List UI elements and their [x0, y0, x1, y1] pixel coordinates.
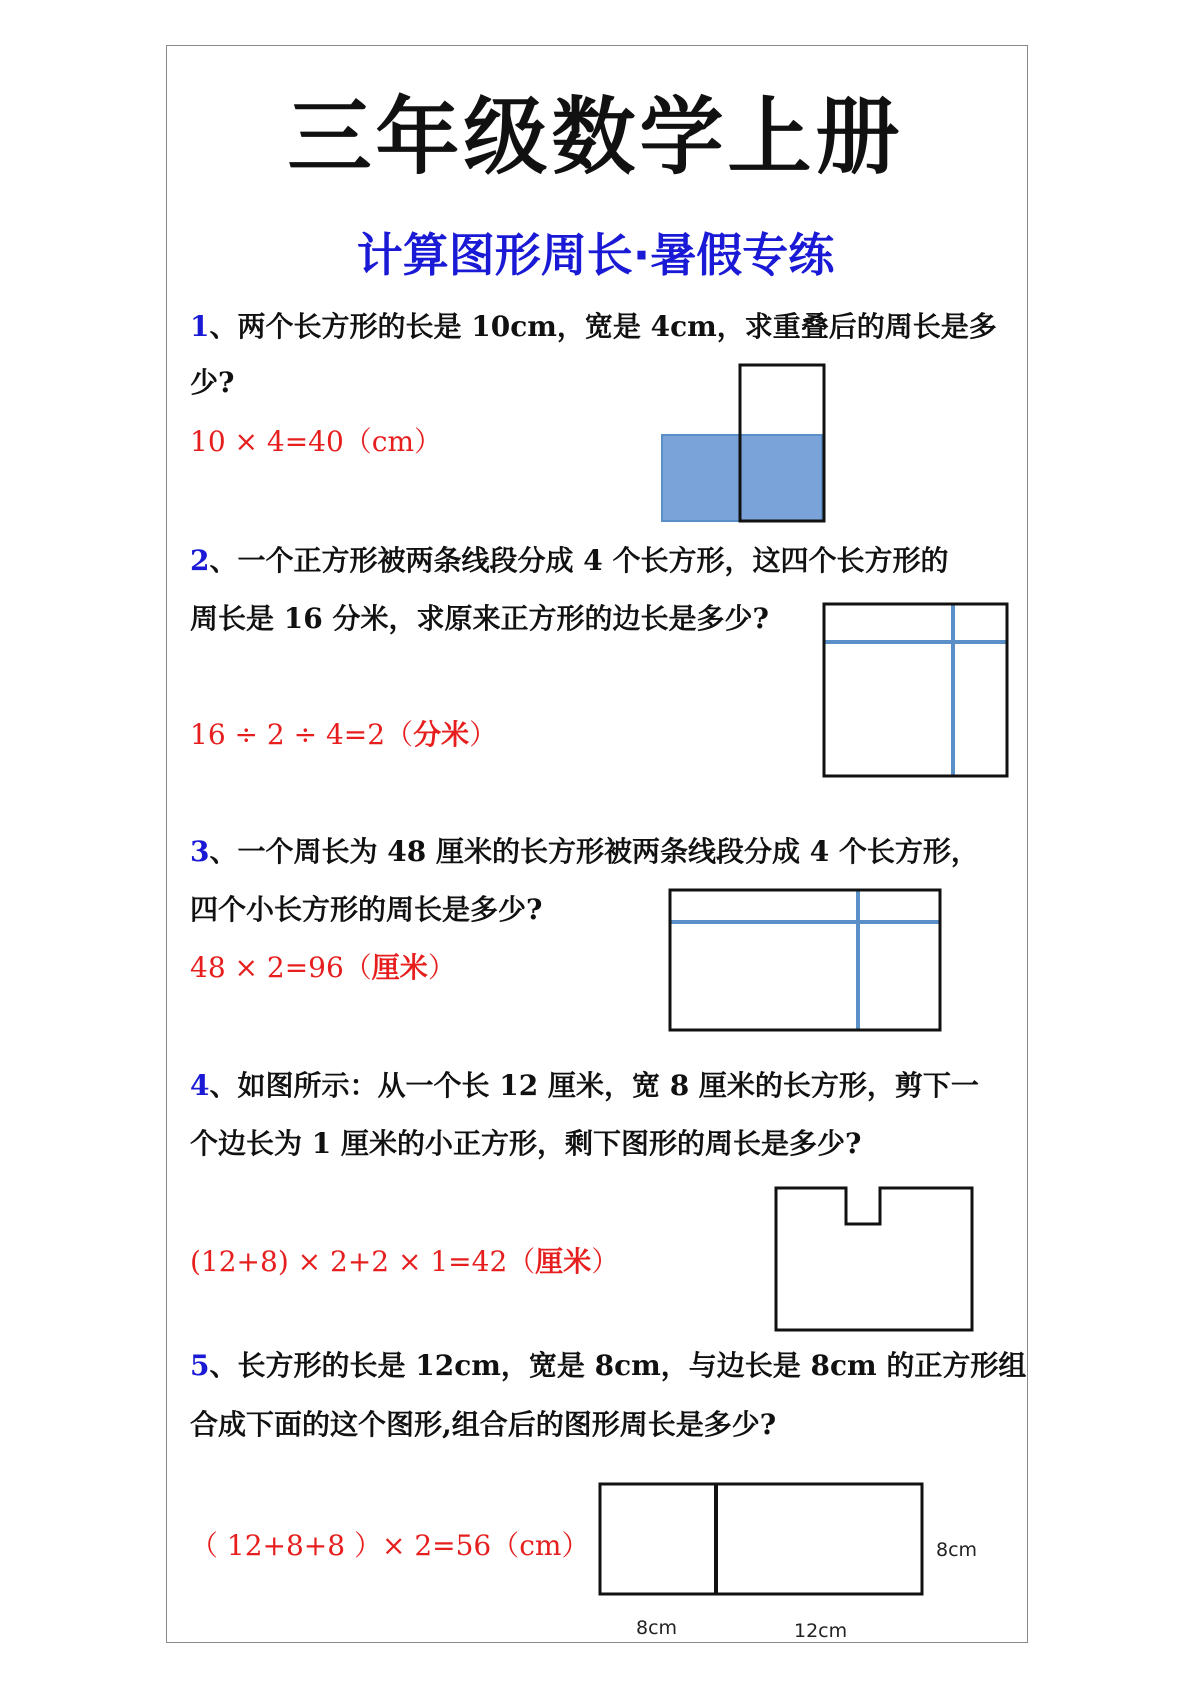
answer-close: ）	[414, 425, 443, 458]
question-1-line-1	[190, 310, 997, 343]
question-2-line-2: 周长是 16 分米，求原来正方形的边长是多少?	[190, 602, 769, 635]
question-2-line-1	[190, 544, 949, 577]
answer-close: ）	[591, 1245, 620, 1278]
figure-divided-square	[822, 602, 1012, 782]
answer-3	[190, 951, 456, 984]
figure-notched-rectangle	[774, 1186, 978, 1334]
answer-unit: 分米	[413, 718, 470, 751]
answer-expression: 16 ÷ 2 ÷ 4=2（	[190, 718, 414, 751]
answer-unit: cm	[371, 425, 415, 458]
question-number: 3	[190, 835, 210, 868]
figure-combined-shape	[598, 1482, 978, 1642]
horizontal-rectangle	[662, 435, 822, 521]
figure-divided-rectangle	[668, 888, 944, 1034]
answer-2	[190, 718, 498, 751]
answer-unit: 厘米	[535, 1245, 592, 1278]
answer-expression: (12+8) × 2+2 × 1=42（	[190, 1245, 536, 1278]
question-3-line-2: 四个小长方形的周长是多少?	[190, 893, 543, 926]
question-number: 4	[190, 1069, 210, 1102]
question-5-line-1	[190, 1349, 1027, 1382]
question-text: 、一个周长为 48 厘米的长方形被两条线段分成 4 个长方形，	[209, 835, 979, 868]
answer-expression: （ 12+8+8 ）× 2=56（	[190, 1529, 520, 1562]
answer-expression: 48 × 2=96（	[190, 951, 372, 984]
answer-close: ）	[469, 718, 498, 751]
question-text: 、两个长方形的长是 10cm，宽是 4cm，求重叠后的周长是多	[209, 310, 997, 343]
page-subtitle: 计算图形周长·暑假专练	[356, 228, 835, 282]
answer-4	[190, 1245, 620, 1278]
answer-1	[190, 425, 443, 458]
question-4-line-1	[190, 1069, 979, 1102]
question-1-line-2: 少?	[190, 366, 235, 399]
answer-unit: cm	[519, 1529, 562, 1562]
label-height: 8cm	[936, 1539, 978, 1561]
label-rectangle-length: 12cm	[794, 1620, 848, 1642]
page-title: 三年级数学上册	[287, 88, 904, 186]
question-5-line-2: 合成下面的这个图形,组合后的图形周长是多少?	[190, 1408, 777, 1441]
question-number: 5	[190, 1349, 210, 1382]
question-4-line-2: 个边长为 1 厘米的小正方形，剩下图形的周长是多少?	[190, 1127, 862, 1160]
answer-5	[190, 1529, 590, 1562]
question-text: 、一个正方形被两条线段分成 4 个长方形，这四个长方形的	[209, 544, 949, 577]
combined-outline	[600, 1484, 922, 1594]
notched-rectangle-outline	[776, 1188, 972, 1330]
question-number: 1	[190, 310, 210, 343]
square-outline	[824, 604, 1007, 776]
answer-expression: 10 × 4=40（	[190, 425, 372, 458]
question-text: 、如图所示：从一个长 12 厘米，宽 8 厘米的长方形，剪下一	[209, 1069, 979, 1102]
answer-close: ）	[427, 951, 456, 984]
rectangle-outline	[670, 890, 940, 1030]
question-number: 2	[190, 544, 210, 577]
answer-close: ）	[561, 1529, 590, 1562]
question-text: 、长方形的长是 12cm，宽是 8cm，与边长是 8cm 的正方形组	[209, 1349, 1027, 1382]
question-3-line-1	[190, 835, 979, 868]
answer-unit: 厘米	[371, 951, 428, 984]
figure-overlapping-rectangles	[660, 360, 830, 528]
label-square-side: 8cm	[636, 1617, 678, 1639]
